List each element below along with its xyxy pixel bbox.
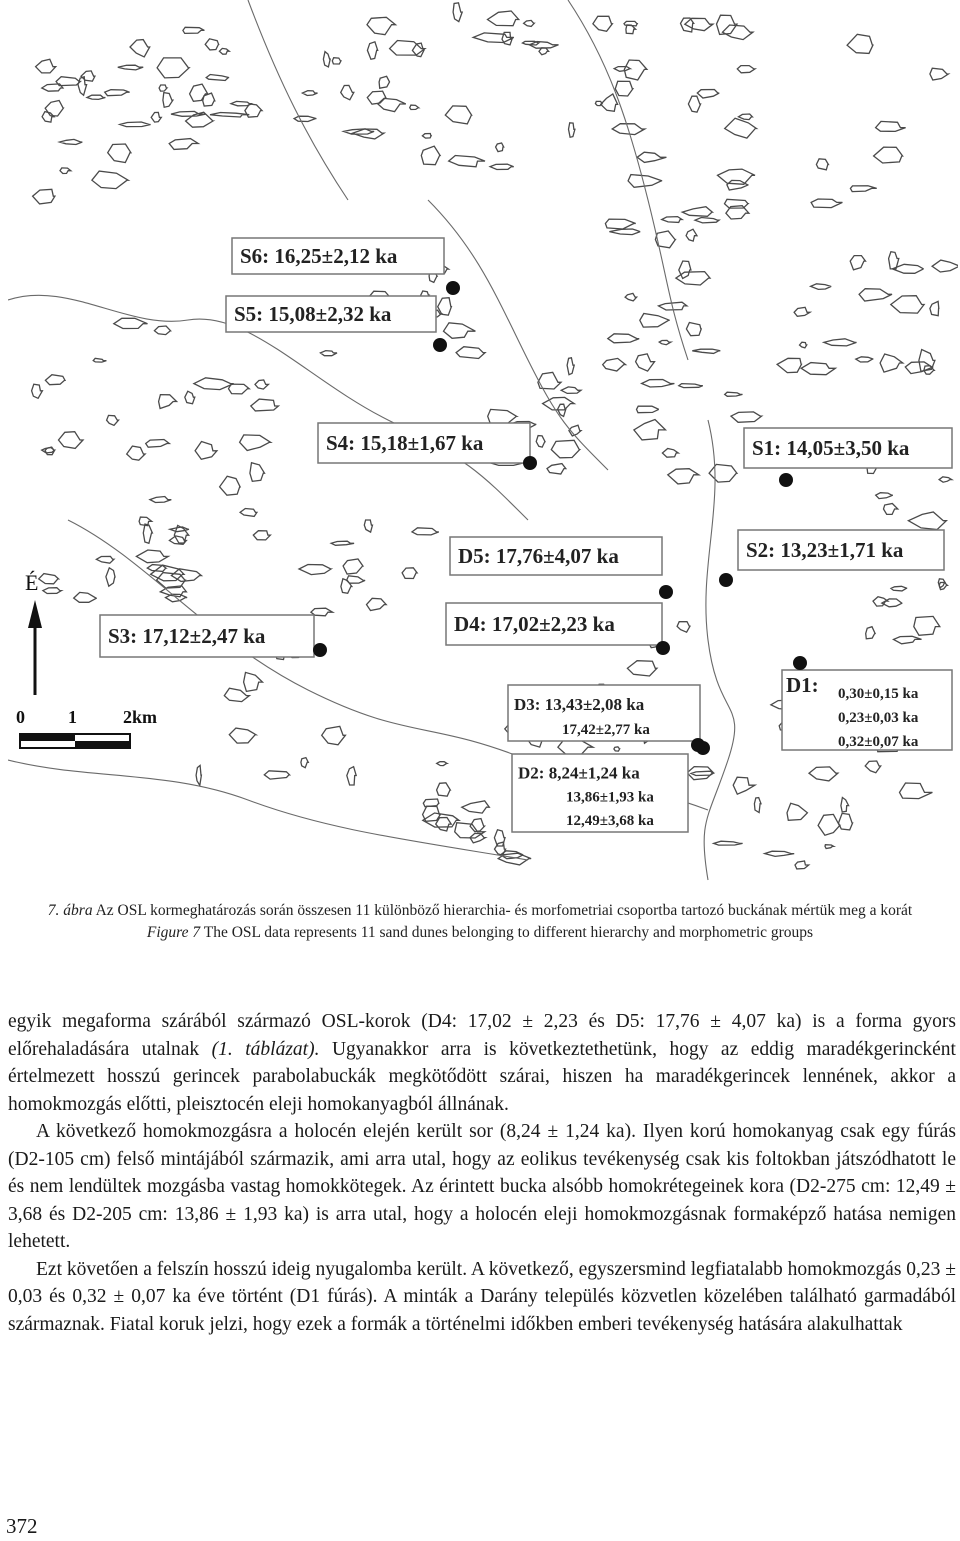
- sample-label-text: 12,49±3,68 ka: [566, 813, 654, 829]
- body-text: [8, 1008, 956, 1338]
- sample-label-text: D2: 8,24±1,24 ka: [518, 763, 640, 783]
- sample-label-text: 0,23±0,03 ka: [838, 710, 919, 726]
- sample-label-text: 17,42±2,77 ka: [562, 722, 650, 738]
- sample-site-dot: [659, 585, 673, 599]
- sample-label-text: S6: 16,25±2,12 ka: [240, 244, 398, 268]
- caption-en-prefix: Figure 7: [146, 924, 201, 941]
- sample-label-text: D4: 17,02±2,23 ka: [454, 612, 615, 636]
- page-number: 372: [6, 1514, 38, 1538]
- sample-label-text: D5: 17,76±4,07 ka: [458, 544, 619, 568]
- sample-label-text: S1: 14,05±3,50 ka: [752, 436, 910, 460]
- sample-s3: [100, 615, 327, 657]
- sample-label-text: S5: 15,08±2,32 ka: [234, 302, 392, 326]
- sample-site-dot: [779, 473, 793, 487]
- figure-caption: [0, 900, 960, 944]
- caption-hu-prefix: 7. ábra: [47, 902, 93, 919]
- paragraph-1-part-b: Ugyanakkor arra is következtethetünk, hogy az eddig maradékgerincként értelmezett hosszú gerincek parabolabuckák megkötődött szárai, hiszen ha maradékgerincek lennének, akkor a homokmozgás előtti, pleisztocén eleji homokanyagból állnának.: [8, 1038, 956, 1115]
- scale-zero: 0: [16, 707, 25, 727]
- scale-one: 1: [68, 707, 77, 727]
- sample-site-dot: [523, 456, 537, 470]
- sample-label-text: 13,86±1,93 ka: [566, 789, 654, 806]
- north-label: É: [25, 570, 39, 595]
- paragraph-1: [8, 1008, 956, 1118]
- caption-hu-text: Az OSL kormeghatározás során összesen 11 különböző hierarchia- és morfometriai csoportba tartozó buckának mértük meg a korát: [92, 902, 913, 919]
- sample-site-dot: [691, 738, 705, 752]
- dune-map: [8, 0, 958, 888]
- sample-label-text: S3: 17,12±2,47 ka: [108, 624, 266, 648]
- sample-site-dot: [719, 573, 733, 587]
- paragraph-1-part-a: egyik megaforma szárából származó OSL-korok (D4: 17,02 ± 2,23 és D5: 17,76 ± 4,07 ka) is a forma gyors előrehaladására utalnak: [8, 1011, 956, 1060]
- sample-label-text: S2: 13,23±1,71 ka: [746, 538, 904, 562]
- sample-site-dot: [446, 281, 460, 295]
- paragraph-2: A következő homokmozgásra a holocén elején került sor (8,24 ± 1,24 ka). Ilyen korú homokanyag csak egy fúrás (D2-105 cm) felső mintájából származik, ami arra utal, hogy az eolikus tevékenység csak kis foltokban játszódhatott le és nem lendültek mozgásba vastag homokkötegek. Az érintett bucka alsóbb homokrétegeinek kora (D2-275 cm: 12,49 ± 3,68 és D2-205 cm: 13,86 ± 1,93 ka) is arra utal, hogy a holocén eleji homokmozgásnak formaképző hatása nemigen lehetett.: [8, 1121, 956, 1252]
- sample-site-dot: [793, 656, 807, 670]
- sample-label-text: D3: 13,43±2,08 ka: [514, 695, 645, 714]
- scale-two: 2km: [123, 707, 158, 727]
- sample-label-text: D1:: [786, 673, 819, 697]
- table-reference: (1. táblázat).: [211, 1038, 320, 1060]
- sample-site-dot: [433, 338, 447, 352]
- sample-site-dot: [313, 643, 327, 657]
- caption-en-text: The OSL data represents 11 sand dunes belonging to different hierarchy and morphometric groups: [200, 924, 814, 941]
- sample-s4: [318, 423, 537, 470]
- sample-label-text: 0,32±0,07 ka: [838, 734, 919, 750]
- sample-label-text: S4: 15,18±1,67 ka: [326, 431, 484, 455]
- sample-site-dot: [656, 641, 670, 655]
- caption-hungarian: [0, 900, 960, 922]
- sample-d1: [782, 656, 952, 750]
- sample-label-text: 0,30±0,15 ka: [838, 686, 919, 702]
- paragraph-3: Ezt követően a felszín hosszú ideig nyugalomba került. A következő, egyszersmind legfiatalabb homokmozgás 0,23 ± 0,03 és 0,32 ± 0,07 ka éve történt (D1 fúrás). A minták a Darány település közvetlen közelében található garmadából származnak. Fiatal koruk jelzi, hogy ezek a formák a történelmi időkben emberi tevékenység hatására alakulhattak: [8, 1258, 956, 1335]
- caption-english: [0, 922, 960, 944]
